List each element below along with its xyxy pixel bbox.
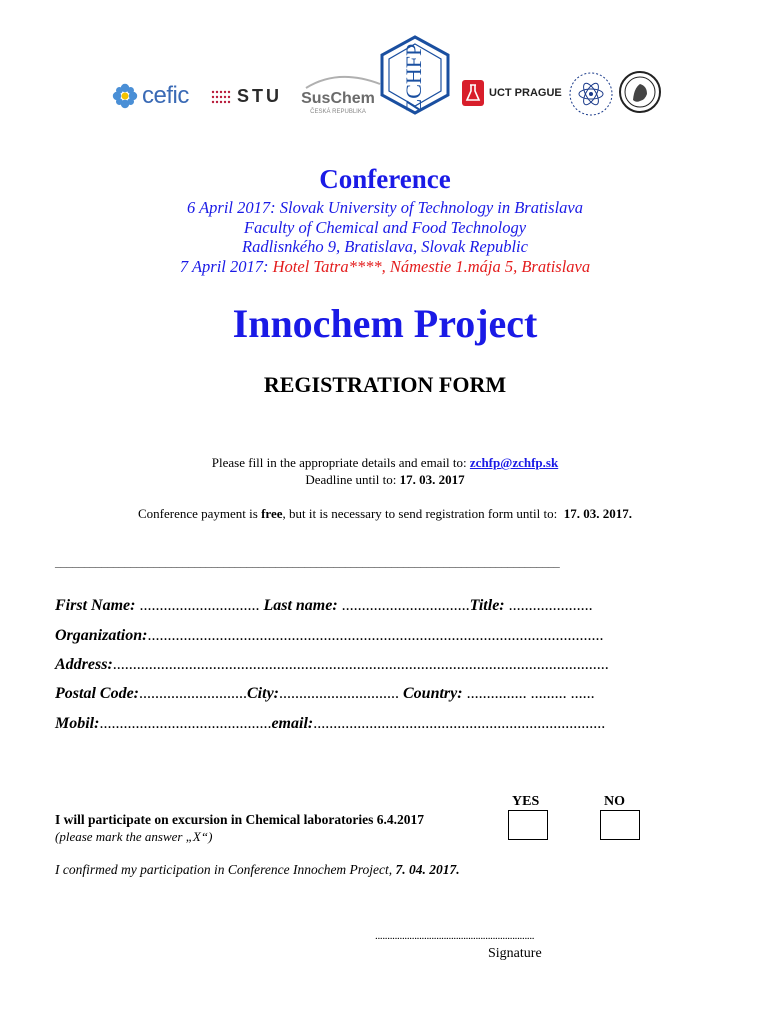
stu-logo bbox=[211, 86, 282, 107]
zchfp-logo bbox=[379, 34, 451, 116]
country-label: Country: bbox=[403, 685, 463, 702]
country-field[interactable]: ............... ......... ...... bbox=[462, 685, 595, 702]
form-title: REGISTRATION FORM bbox=[263, 372, 507, 397]
project-title: Innochem Project bbox=[232, 301, 538, 346]
city-label: City: bbox=[247, 685, 279, 702]
first-name-label: First Name: bbox=[55, 597, 136, 614]
deadline-date: 17. 03. 2017 bbox=[399, 472, 465, 487]
mobil-label: Mobil: bbox=[55, 715, 100, 732]
confirmation-line bbox=[55, 862, 460, 878]
organization-label: Organization: bbox=[55, 627, 148, 644]
payment-post: , but it is necessary to send registration form until to: bbox=[282, 506, 558, 521]
email-label: email: bbox=[271, 715, 314, 732]
email-field[interactable]: ......................................................................... bbox=[313, 715, 606, 732]
cefic-wordmark: cefic bbox=[142, 82, 189, 109]
svg-text:SusChem: SusChem bbox=[301, 90, 375, 107]
conference-day2-place: Hotel Tatra****, Námestie 1.mája 5, Bratislava bbox=[272, 257, 591, 276]
last-name-label: Last name: bbox=[263, 597, 338, 614]
uct-prague-logo bbox=[462, 80, 562, 106]
address-row bbox=[55, 656, 609, 674]
uct-flask-icon bbox=[462, 80, 484, 106]
svg-text:ČESKÁ REPUBLIKA: ČESKÁ REPUBLIKA bbox=[310, 109, 366, 115]
university-seal-icon bbox=[567, 68, 615, 120]
payment-free: free bbox=[261, 506, 283, 521]
payment-date: 17. 03. 2017. bbox=[563, 506, 632, 521]
address-label: Address: bbox=[55, 656, 113, 673]
title-label: Title: bbox=[469, 597, 505, 614]
mobil-field[interactable]: ........................................... bbox=[99, 715, 272, 732]
uct-wordmark: UCT PRAGUE bbox=[489, 87, 562, 99]
suschem-logo bbox=[292, 70, 384, 116]
no-checkbox[interactable] bbox=[600, 810, 640, 840]
yes-checkbox[interactable] bbox=[508, 810, 548, 840]
deadline-line bbox=[0, 472, 770, 488]
conference-day2-date: 7 April 2017: bbox=[179, 257, 269, 276]
conference-line-4 bbox=[0, 257, 770, 277]
contact-row bbox=[55, 715, 605, 733]
postal-row bbox=[55, 685, 595, 703]
conference-title: Conference bbox=[319, 164, 451, 194]
fill-instruction bbox=[0, 455, 770, 471]
address-field[interactable]: ............................................................................................................................ bbox=[112, 656, 609, 673]
confirmation-date: 7. 04. 2017. bbox=[395, 862, 460, 877]
first-name-field[interactable]: .............................. bbox=[135, 597, 264, 614]
fill-text: Please fill in the appropriate details and email to: bbox=[211, 455, 467, 470]
confirmation-text: I confirmed my participation in Conference Innochem Project, bbox=[55, 862, 393, 877]
postal-code-field[interactable]: ........................... bbox=[139, 685, 247, 702]
signature-field[interactable]: ................................................................. bbox=[375, 930, 535, 942]
separator-line: _______________________________________________________________________________________ bbox=[55, 555, 560, 569]
stu-dots-icon bbox=[211, 88, 233, 106]
yes-label: YES bbox=[512, 794, 540, 809]
contact-email-link[interactable]: zchfp@zchfp.sk bbox=[469, 455, 559, 470]
organization-row bbox=[55, 627, 603, 645]
cefic-logo bbox=[112, 82, 189, 110]
svg-text:ZCHFP: ZCHFP bbox=[401, 43, 426, 113]
excursion-note: (please mark the answer „X“) bbox=[55, 829, 213, 844]
postal-code-label: Postal Code: bbox=[55, 685, 139, 702]
city-field[interactable]: .............................. bbox=[279, 685, 403, 702]
payment-pre: Conference payment is bbox=[137, 506, 258, 521]
conference-line-3: Radlisnkého 9, Bratislava, Slovak Republic bbox=[242, 237, 528, 256]
excursion-question: I will participate on excursion in Chemical laboratories 6.4.2017 bbox=[55, 812, 424, 827]
stu-wordmark: STU bbox=[237, 86, 282, 106]
organization-field[interactable]: .................................................................................................................. bbox=[147, 627, 604, 644]
deadline-text: Deadline until to: bbox=[305, 472, 397, 487]
name-row bbox=[55, 597, 593, 615]
last-name-field[interactable]: ................................ bbox=[337, 597, 470, 614]
cefic-flower-icon bbox=[112, 83, 138, 109]
conference-line-1: 6 April 2017: Slovak University of Technology in Bratislava bbox=[187, 198, 583, 217]
payment-line bbox=[0, 506, 770, 522]
portrait-seal-icon bbox=[618, 70, 662, 114]
conference-line-2: Faculty of Chemical and Food Technology bbox=[243, 218, 527, 237]
signature-label: Signature bbox=[488, 946, 542, 961]
title-field[interactable]: ..................... bbox=[504, 597, 593, 614]
no-label: NO bbox=[604, 794, 625, 809]
